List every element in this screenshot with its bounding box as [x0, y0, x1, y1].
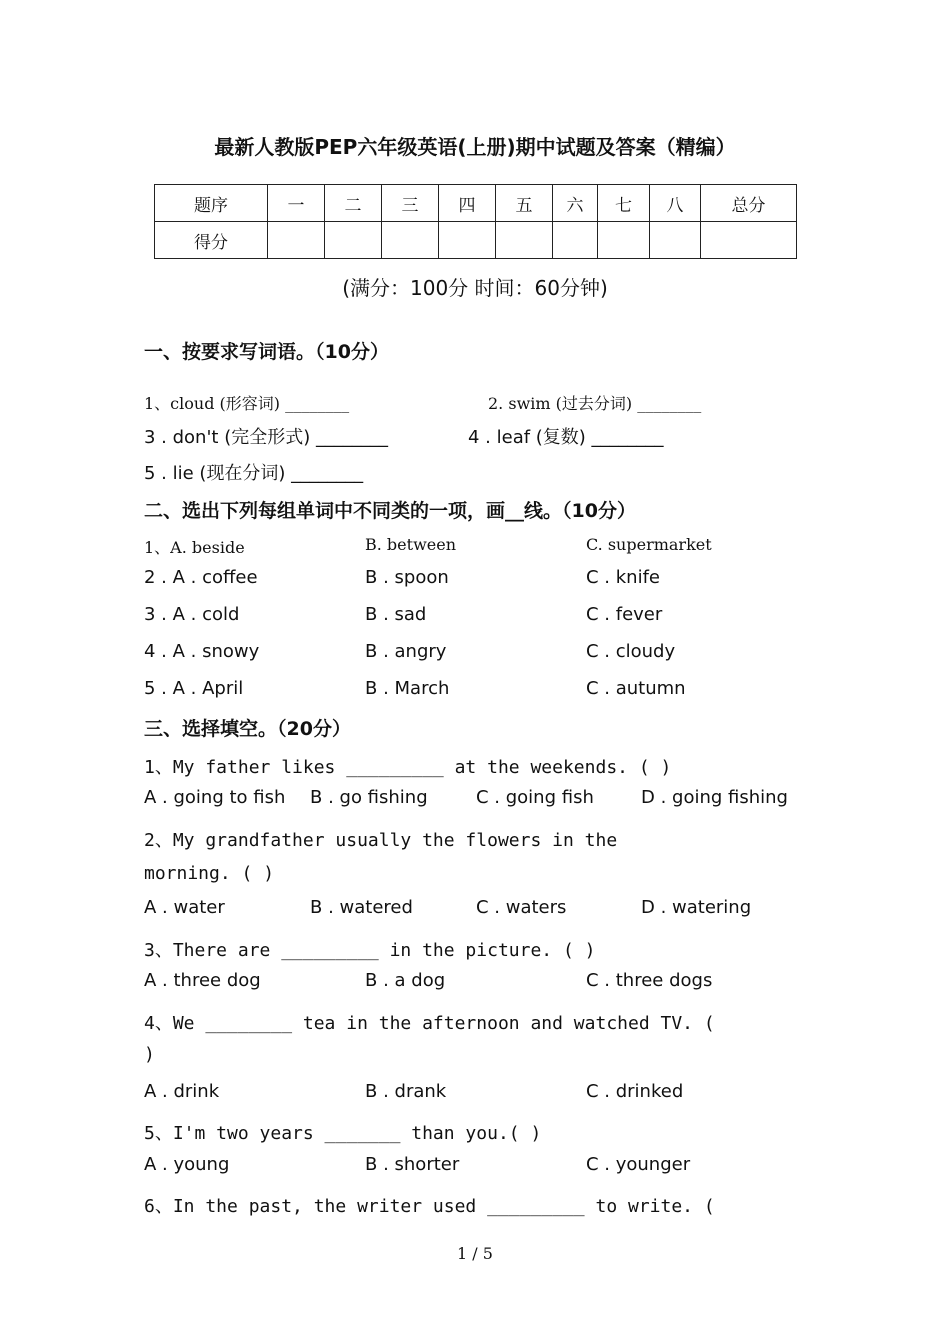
- section2-row5-option-c: C . autumn: [586, 678, 686, 699]
- score-cell[interactable]: [382, 222, 439, 259]
- section3-q3-option-c: C . three dogs: [586, 970, 713, 991]
- score-cell[interactable]: [325, 222, 382, 259]
- section1-q4: 4 . leaf (复数) ________: [468, 427, 664, 448]
- score-table-header-row: [155, 185, 797, 222]
- section3-q5: 5、I'm two years _______ than you.( ): [144, 1123, 542, 1144]
- score-header-cell: 一: [268, 185, 325, 222]
- section3-q4-option-c: C . drinked: [586, 1081, 684, 1102]
- section2-row3-option-a: 3 . A . cold: [144, 604, 240, 625]
- section2-row4-option-a: 4 . A . snowy: [144, 641, 260, 662]
- section1-q2: 2. swim (过去分词) ________: [488, 394, 702, 413]
- score-cell[interactable]: [598, 222, 650, 259]
- section3-q2-option-d: D . watering: [641, 897, 752, 918]
- section3-q2-option-b: B . watered: [310, 897, 413, 918]
- section2-heading: 二、选出下列每组单词中不同类的一项，画__线。（10分）: [144, 500, 636, 522]
- score-header-cell: 六: [553, 185, 598, 222]
- score-cell[interactable]: [496, 222, 553, 259]
- section1-q5: 5 . lie (现在分词) ________: [144, 463, 364, 484]
- section3-q1-option-a: A . going to fish: [144, 787, 286, 808]
- section3-q3-option-b: B . a dog: [365, 970, 446, 991]
- section2-row5-option-a: 5 . A . April: [144, 678, 244, 699]
- section3-q2-line1: 2、My grandfather usually the flowers in the: [144, 830, 618, 851]
- exam-info: (满分：100分 时间：60分钟): [342, 276, 608, 300]
- section3-q4-option-b: B . drank: [365, 1081, 447, 1102]
- section3-q1: 1、My father likes _________ at the weekends. ( ): [144, 757, 672, 778]
- score-cell[interactable]: [650, 222, 701, 259]
- section2-row2-option-b: B . spoon: [365, 567, 449, 588]
- score-header-cell: 八: [650, 185, 701, 222]
- section3-q5-option-a: A . young: [144, 1154, 230, 1175]
- section1-heading: 一、按要求写词语。（10分）: [144, 341, 389, 363]
- score-cell[interactable]: [701, 222, 797, 259]
- section3-q4-option-a: A . drink: [144, 1081, 220, 1102]
- section3-q1-option-d: D . going fishing: [641, 787, 788, 808]
- score-header-cell: 二: [325, 185, 382, 222]
- section2-row3-option-b: B . sad: [365, 604, 427, 625]
- score-header-cell: 题序: [155, 185, 268, 222]
- page-title: 最新人教版PEP六年级英语(上册)期中试题及答案（精编）: [214, 135, 736, 159]
- section3-q5-option-b: B . shorter: [365, 1154, 460, 1175]
- section3-q3-option-a: A . three dog: [144, 970, 261, 991]
- section3-q2-option-c: C . waters: [476, 897, 567, 918]
- score-table: [154, 184, 797, 259]
- section3-q6: 6、In the past, the writer used _________ to write. (: [144, 1196, 715, 1217]
- score-cell[interactable]: [439, 222, 496, 259]
- section1-q1: 1、cloud (形容词) ________: [144, 394, 350, 413]
- section2-row5-option-b: B . March: [365, 678, 450, 699]
- section2-row4-option-b: B . angry: [365, 641, 447, 662]
- section2-row1-option-b: B. between: [365, 535, 457, 554]
- score-header-cell: 三: [382, 185, 439, 222]
- score-header-cell: 七: [598, 185, 650, 222]
- score-header-cell: 总分: [701, 185, 797, 222]
- section2-row2-option-c: C . knife: [586, 567, 660, 588]
- section2-row1-option-a: 1、A. beside: [144, 538, 245, 557]
- section3-q1-option-b: B . go fishing: [310, 787, 428, 808]
- section3-q1-option-c: C . going fish: [476, 787, 594, 808]
- score-table-score-row: [155, 222, 797, 259]
- section3-q3: 3、There are _________ in the picture. ( ): [144, 940, 596, 961]
- score-header-cell: 五: [496, 185, 553, 222]
- score-cell[interactable]: [268, 222, 325, 259]
- section1-q3: 3 . don't (完全形式) ________: [144, 427, 388, 448]
- section3-q4-line2: ): [144, 1044, 155, 1065]
- section3-q2-option-a: A . water: [144, 897, 225, 918]
- section2-row4-option-c: C . cloudy: [586, 641, 676, 662]
- score-cell[interactable]: [553, 222, 598, 259]
- score-header-cell: 四: [439, 185, 496, 222]
- score-row-label: 得分: [155, 222, 268, 259]
- section2-row1-option-c: C. supermarket: [586, 535, 712, 554]
- section3-q2-line2: morning. ( ): [144, 863, 275, 884]
- section2-row2-option-a: 2 . A . coffee: [144, 567, 258, 588]
- section2-row3-option-c: C . fever: [586, 604, 663, 625]
- section3-q5-option-c: C . younger: [586, 1154, 691, 1175]
- section3-q4-line1: 4、We ________ tea in the afternoon and watched TV. (: [144, 1013, 715, 1034]
- page-number: 1 / 5: [457, 1244, 493, 1263]
- section3-heading: 三、选择填空。（20分）: [144, 718, 351, 740]
